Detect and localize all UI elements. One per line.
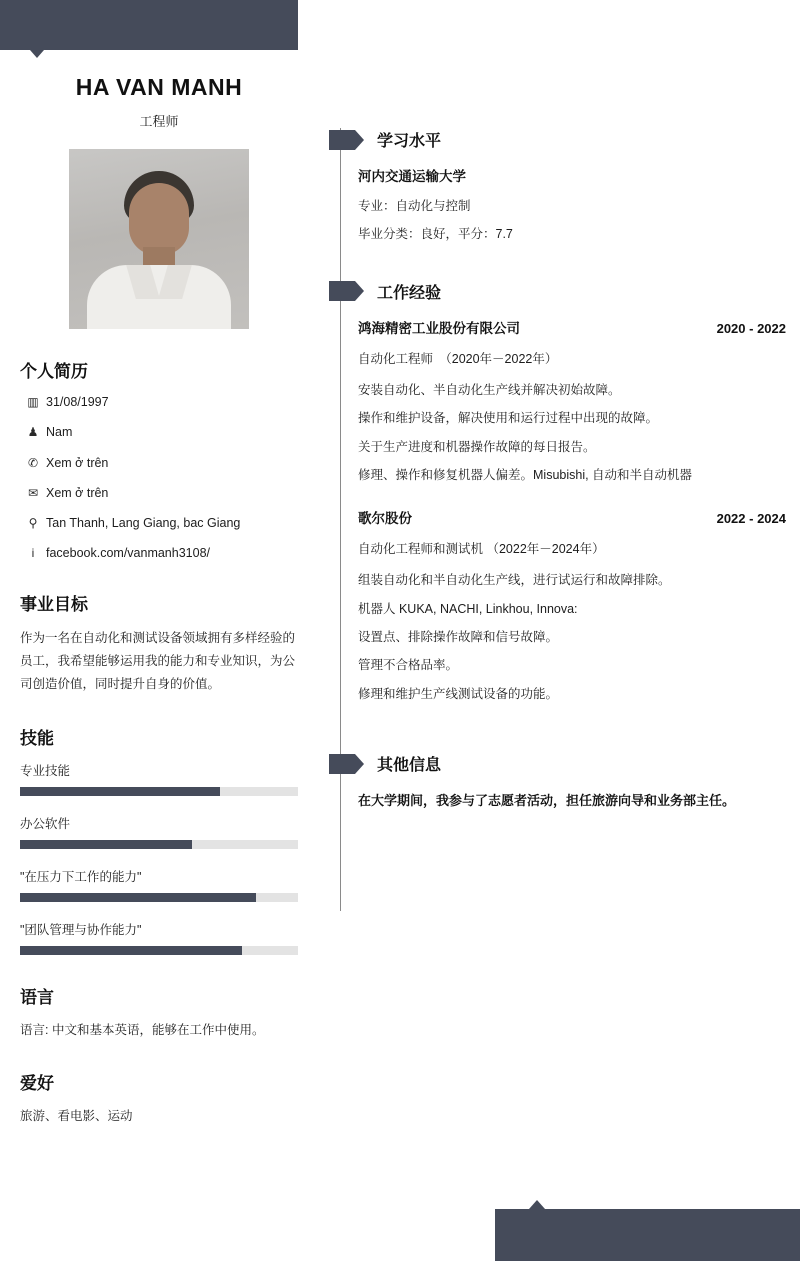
contact-address: Tan Thanh, Lang Giang, bac Giang — [46, 516, 241, 530]
skill-item — [20, 867, 298, 902]
hobby-text: 旅游、看电影、运动 — [20, 1109, 133, 1124]
section-other-info — [330, 752, 800, 812]
section-title-other: 其他信息 — [377, 757, 442, 775]
list-item — [20, 455, 298, 471]
education-major: 专业：自动化与控制 — [358, 199, 471, 213]
section-header — [329, 280, 800, 303]
list-item — [20, 515, 298, 531]
skill-bar-fill — [20, 946, 242, 955]
phone-icon: ✆ — [27, 455, 39, 470]
experience-item — [358, 507, 800, 704]
experience-date: 2020 - 2022 — [716, 320, 786, 336]
section-header — [329, 128, 800, 151]
spacer — [330, 254, 800, 280]
portrait-face — [129, 183, 189, 255]
skill-bar-track — [20, 840, 298, 849]
section-title-language: 语言 — [20, 987, 54, 1007]
bottom-decoration-notch — [529, 1200, 545, 1209]
candidate-job-title: 工程师 — [139, 114, 179, 129]
experience-header-row — [358, 317, 800, 337]
experience-company: 鸿海精密工业股份有限公司 — [358, 320, 520, 336]
experience-item — [358, 317, 800, 486]
education-school: 河内交通运输大学 — [358, 169, 466, 184]
experience-duty: 安装自动化、半自动化生产线并解决初始故障。 — [358, 382, 621, 397]
education-grade: 毕业分类：良好，平分：7.7 — [358, 227, 513, 242]
list-item — [20, 485, 298, 501]
section-title-experience: 工作经验 — [377, 284, 442, 302]
other-info-text: 在大学期间，我参与了志愿者活动，担任旅游向导和业务部主任。 — [358, 793, 736, 809]
contact-gender: Nam — [46, 425, 73, 440]
experience-role: 自动化工程师和测试机 （2022年－2024年） — [358, 542, 605, 557]
arrow-marker-icon — [329, 281, 355, 301]
contact-phone: Xem ở trên — [46, 455, 109, 470]
other-info-body — [330, 789, 800, 812]
skill-label: 专业技能 — [20, 763, 71, 778]
skill-item — [20, 761, 298, 796]
experience-role: 自动化工程师 （2020年－2022年） — [358, 351, 558, 366]
list-item — [20, 545, 298, 561]
language-text: 语言: 中文和基本英语，能够在工作中使用。 — [20, 1022, 265, 1037]
experience-duty: 设置点、排除操作故障和信号故障。 — [358, 630, 559, 644]
skill-bar-fill — [20, 840, 192, 849]
bottom-decoration-bar — [495, 1209, 800, 1261]
experience-company: 歌尔股份 — [358, 511, 412, 527]
skill-bar-track — [20, 946, 298, 955]
skill-bar-fill — [20, 893, 256, 902]
skill-bar-track — [20, 893, 298, 902]
experience-body — [330, 317, 800, 704]
spacer — [330, 726, 800, 752]
section-title-education: 学习水平 — [377, 133, 442, 150]
list-item — [20, 394, 298, 410]
experience-duty: 管理不合格品率。 — [358, 658, 459, 673]
experience-header-row — [358, 507, 800, 527]
objective-text: 作为一名在自动化和测试设备领域拥有多样经验的员工，我希望能够运用我的能力和专业知识，为公司创造价值，同时提升自身的价值。 — [20, 630, 296, 691]
section-experience — [330, 280, 800, 704]
info-icon: i — [31, 546, 35, 561]
right-column — [330, 128, 800, 817]
skill-label: 办公软件 — [20, 816, 71, 831]
experience-duty: 操作和维护设备，解决使用和运行过程中出现的故障。 — [358, 411, 659, 426]
experience-duty: 关于生产进度和机器操作故障的每日报告。 — [358, 439, 596, 454]
contact-birthdate: 31/08/1997 — [46, 395, 109, 409]
education-body — [330, 165, 800, 245]
skill-label: "在压力下工作的能力" — [20, 869, 142, 884]
skill-label: "团队管理与协作能力" — [20, 922, 142, 937]
section-title-objective: 事业目标 — [20, 594, 88, 614]
section-title-skills: 技能 — [20, 728, 54, 748]
experience-date: 2022 - 2024 — [716, 511, 786, 527]
experience-duty: 修理和维护生产线测试设备的功能。 — [358, 686, 559, 701]
section-education — [330, 128, 800, 245]
skill-item — [20, 920, 298, 955]
left-column — [0, 50, 318, 1127]
skill-bar-fill — [20, 787, 220, 796]
candidate-name: HA VAN MANH — [75, 74, 243, 100]
calendar-icon: ▥ — [27, 395, 39, 410]
skill-item — [20, 814, 298, 849]
arrow-marker-icon — [329, 130, 355, 150]
arrow-marker-icon — [329, 754, 355, 774]
top-decoration-bar — [0, 0, 298, 50]
experience-duty: 机器人 KUKA, NACHI, Linkhou, Innova: — [358, 601, 578, 616]
skill-bar-track — [20, 787, 298, 796]
contact-list — [20, 394, 298, 562]
section-title-hobby: 爱好 — [20, 1074, 54, 1094]
person-icon: ♟ — [27, 425, 39, 440]
portrait-photo — [69, 149, 249, 329]
section-header — [329, 752, 800, 775]
envelope-icon: ✉ — [27, 485, 39, 500]
contact-facebook[interactable]: facebook.com/vanmanh3108/ — [46, 546, 210, 561]
list-item — [20, 424, 298, 440]
experience-duty: 修理、操作和修复机器人偏差。Misubishi, 自动和半自动机器 — [358, 467, 693, 482]
section-title-personal: 个人简历 — [20, 362, 88, 381]
location-pin-icon: ⚲ — [28, 516, 38, 531]
experience-duty: 组装自动化和半自动化生产线，进行试运行和故障排除。 — [358, 573, 671, 588]
contact-email: Xem ở trên — [46, 485, 109, 500]
